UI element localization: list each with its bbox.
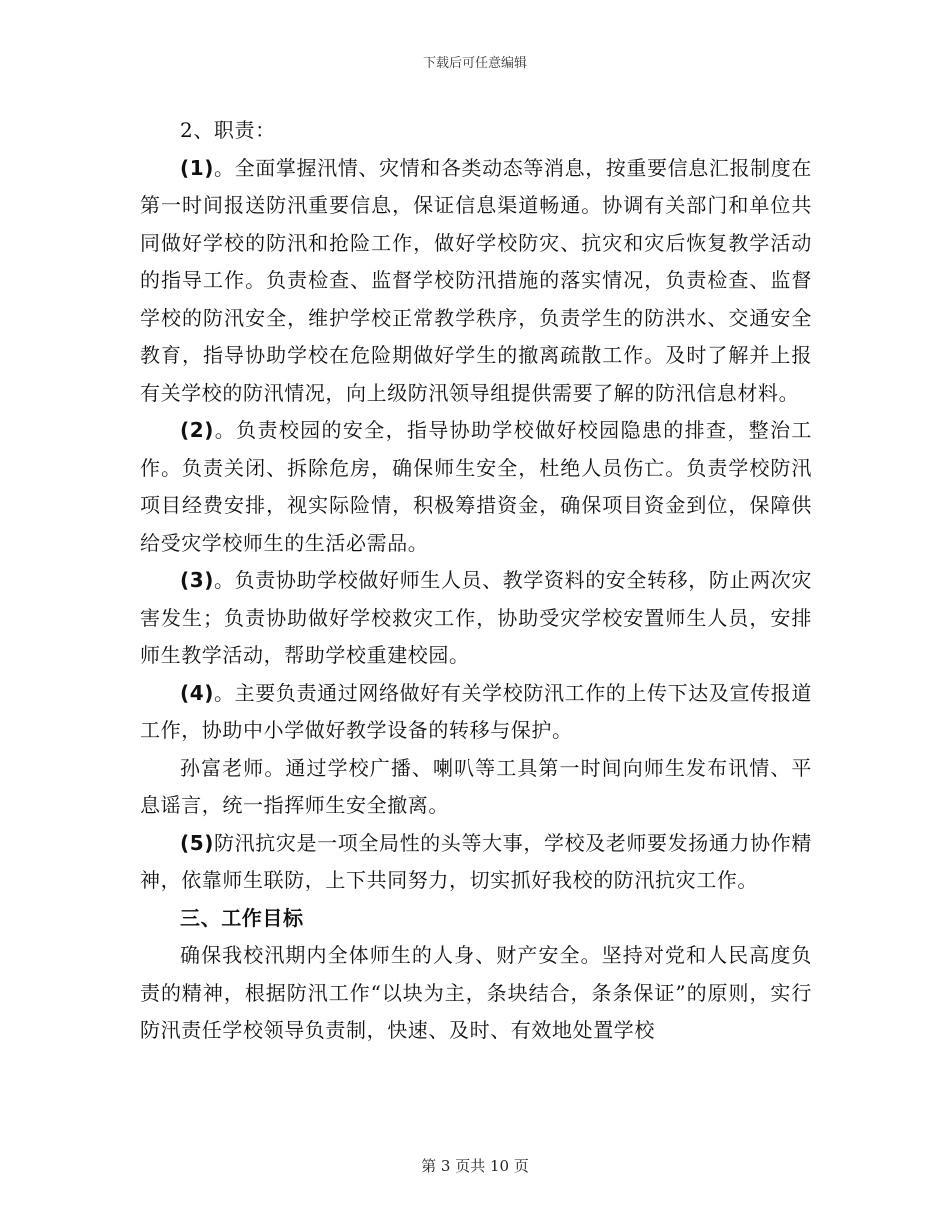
duty-item-4-number: (4)	[180, 680, 214, 705]
duty-item-2-text: 。负责校园的安全，指导协助学校做好校园隐患的排查，整治工作。负责关闭、拆除危房，确保师生安全，杜绝人员伤亡。负责学校防汛项目经费安排，视实际险情，积极筹措资金，确保项目资金到位，保障供给受灾学校师生的生活必需品。	[140, 418, 812, 555]
duty-item-1-number: (1)	[180, 155, 214, 180]
teacher-duty-paragraph: 孙富老师。通过学校广播、喇叭等工具第一时间向师生发布讯情、平息谣言，统一指挥师生安全撤离。	[140, 755, 812, 817]
duty-item-3	[140, 562, 812, 675]
duty-item-1-text: 。全面掌握汛情、灾情和各类动态等消息，按重要信息汇报制度在第一时间报送防汛重要信息，保证信息渠道畅通。协调有关部门和单位共同做好学校的防汛和抢险工作，做好学校防灾、抗灾和灾后恢复教学活动的指导工作。负责检查、监督学校防汛措施的落实情况，负责检查、监督学校的防汛安全，维护学校正常教学秩序，负责学生的防洪水、交通安全教育，指导协助学校在危险期做好学生的撤离疏散工作。及时了解并上报有关学校的防汛情况，向上级防汛领导组提供需要了解的防汛信息材料。	[140, 155, 812, 405]
duty-item-2-number: (2)	[180, 418, 214, 442]
duty-item-2	[140, 412, 812, 562]
header-note: 下载后可任意编辑	[422, 56, 527, 71]
goals-paragraph: 确保我校汛期内全体师生的人身、财产安全。坚持对党和人民高度负责的精神，根据防汛工作“以块为主，条块结合，条条保证”的原则，实行防汛责任学校领导负责制，快速、及时、有效地处置学校	[140, 943, 812, 1042]
duty-item-3-number: (3)	[180, 568, 214, 592]
duty-item-5-text: 防汛抗灾是一项全局性的头等大事，学校及老师要发扬通力协作精神，依靠师生联防，上下共同努力，切实抓好我校的防汛抗灾工作。	[140, 830, 812, 892]
duty-item-1	[140, 150, 812, 413]
document-body	[140, 112, 812, 1050]
section-subheading-duties: 2、职责：	[180, 118, 276, 142]
duty-item-5	[140, 825, 812, 900]
duty-item-4-text: 。主要负责通过网络做好有关学校防汛工作的上传下达及宣传报道工作，协助中小学做好教学设备的转移与保护。	[140, 680, 812, 742]
page-number-footer: 第 3 页共 10 页	[421, 1157, 529, 1175]
section-heading-goals: 三、工作目标	[180, 905, 304, 930]
duty-item-3-text: 。负责协助学校做好师生人员、教学资料的安全转移，防止两次灾害发生；负责协助做好学校救灾工作，协助受灾学校安置师生人员，安排师生教学活动，帮助学校重建校园。	[140, 568, 812, 667]
duty-item-5-number: (5)	[180, 830, 214, 855]
duty-item-4	[140, 675, 812, 750]
